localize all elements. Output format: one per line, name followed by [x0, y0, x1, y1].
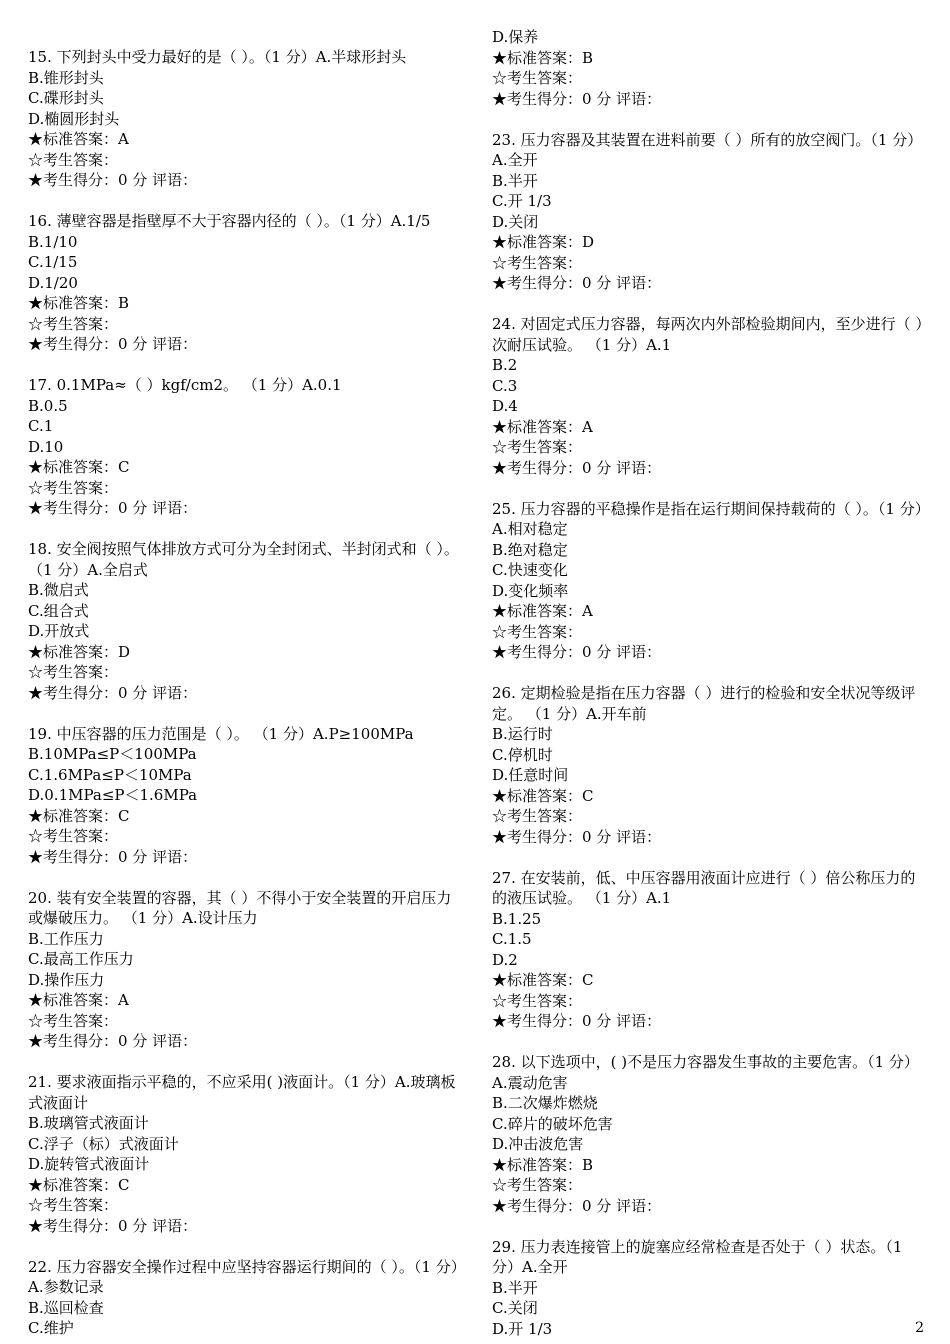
question-spacer	[492, 294, 928, 315]
student-score: ★考生得分：0 分 评语：	[28, 1032, 198, 1050]
question-block	[492, 1237, 928, 1340]
answer-option: C.开 1/3	[492, 192, 552, 210]
question-stem: 17. 0.1MPa≈（ ）kgf/cm2。 （1 分）A.0.1	[28, 376, 342, 394]
answer-option: D.2	[492, 950, 518, 969]
question-spacer	[492, 109, 928, 130]
student-answer: ☆考生答案：	[28, 663, 119, 681]
student-score: ★考生得分：0 分 评语：	[28, 847, 198, 866]
question-block	[492, 314, 928, 478]
answer-option: C.1.5	[492, 930, 532, 948]
answer-option: C.最高工作压力	[28, 950, 134, 968]
question-block	[492, 130, 928, 294]
student-answer: ☆考生答案：	[492, 438, 583, 456]
student-answer: ☆考生答案：	[28, 478, 119, 497]
question-spacer	[492, 1216, 928, 1237]
student-score: ★考生得分：0 分 评语：	[492, 89, 662, 108]
student-answer: ☆考生答案：	[28, 314, 119, 333]
student-score: ★考生得分：0 分 评语：	[28, 683, 198, 702]
answer-option: D.操作压力	[28, 970, 105, 989]
standard-answer: ★标准答案：D	[28, 642, 131, 661]
question-block	[28, 724, 466, 868]
student-answer: ☆考生答案：	[492, 1176, 583, 1194]
answer-option: D.4	[492, 397, 518, 415]
student-score: ★考生得分：0 分 评语：	[28, 335, 198, 353]
answer-option: B.半开	[492, 171, 538, 190]
answer-option: B.工作压力	[28, 929, 104, 948]
question-stem: 16. 薄壁容器是指壁厚不大于容器内径的（ ）。（1 分）A.1/5	[28, 212, 431, 230]
standard-answer: ★标准答案：D	[492, 233, 595, 251]
question-block	[28, 539, 466, 703]
student-score: ★考生得分：0 分 评语：	[492, 1196, 662, 1215]
student-score: ★考生得分：0 分 评语：	[492, 1012, 662, 1030]
student-answer: ☆考生答案：	[28, 1011, 119, 1030]
standard-answer: ★标准答案：B	[28, 294, 130, 312]
question-spacer	[492, 1032, 928, 1053]
question-spacer	[492, 847, 928, 868]
answer-option: C.1/15	[28, 253, 78, 271]
page-number: 2	[915, 1320, 924, 1336]
left-column	[28, 47, 466, 1339]
student-answer: ☆考生答案：	[28, 150, 119, 169]
question-block	[492, 1052, 928, 1216]
standard-answer: ★标准答案：A	[28, 130, 129, 148]
answer-option: B.玻璃管式液面计	[28, 1114, 149, 1132]
question-block	[28, 211, 466, 355]
standard-answer: ★标准答案：B	[492, 48, 594, 67]
student-answer: ☆考生答案：	[492, 991, 583, 1010]
answer-option: C.3	[492, 376, 518, 395]
standard-answer: ★标准答案：C	[28, 1175, 130, 1194]
student-score: ★考生得分：0 分 评语：	[492, 274, 662, 292]
answer-option: D.开放式	[28, 622, 90, 640]
answer-option: B.巡回检查	[28, 1298, 104, 1317]
answer-option: C.停机时	[492, 745, 553, 764]
standard-answer: ★标准答案：A	[492, 417, 593, 436]
question-stem: 20. 装有安全装置的容器，其（ ）不得小于安全装置的开启压力或爆破压力。 （1 分）A.设计压力	[28, 888, 452, 927]
answer-option: B.2	[492, 356, 518, 374]
question-block	[492, 27, 928, 109]
question-stem: 15. 下列封头中受力最好的是（ ）。（1 分）A.半球形封头	[28, 48, 407, 66]
question-spacer	[28, 191, 466, 212]
answer-option: B.锥形封头	[28, 68, 104, 87]
student-answer: ☆考生答案：	[492, 253, 583, 272]
student-answer: ☆考生答案：	[492, 69, 583, 87]
question-stem: 24. 对固定式压力容器，每两次内外部检验期间内，至少进行（ ）次耐压试验。 （1 分）A.1	[492, 315, 923, 354]
answer-option: C.碎片的破坏危害	[492, 1114, 613, 1133]
question-stem: 19. 中压容器的压力范围是（ ）。 （1 分）A.P≥100MPa	[28, 724, 414, 743]
question-stem: 25. 压力容器的平稳操作是指在运行期间保持载荷的（ ）。（1 分）A.相对稳定	[492, 499, 923, 538]
standard-answer: ★标准答案：B	[492, 1155, 594, 1174]
answer-option: C.1.6MPa≤P＜10MPa	[28, 765, 192, 784]
answer-option: D.保养	[492, 28, 539, 46]
answer-option: D.冲击波危害	[492, 1135, 584, 1153]
answer-option: D.0.1MPa≤P＜1.6MPa	[28, 786, 198, 804]
student-score: ★考生得分：0 分 评语：	[28, 171, 198, 189]
student-answer: ☆考生答案：	[492, 807, 583, 825]
question-block	[28, 1072, 466, 1236]
answer-option: D.任意时间	[492, 766, 569, 784]
question-block	[28, 1257, 466, 1339]
right-column	[492, 27, 928, 1339]
student-score: ★考生得分：0 分 评语：	[28, 1216, 198, 1235]
answer-option: B.0.5	[28, 396, 68, 415]
student-score: ★考生得分：0 分 评语：	[492, 643, 662, 661]
answer-option: D.10	[28, 437, 64, 456]
answer-option: B.1.25	[492, 909, 542, 928]
question-spacer	[28, 1052, 466, 1073]
question-stem: 23. 压力容器及其装置在进料前要（ ）所有的放空阀门。（1 分）A.全开	[492, 130, 923, 169]
question-spacer	[28, 355, 466, 376]
answer-option: D.开 1/3	[492, 1319, 553, 1338]
answer-option: B.1/10	[28, 232, 78, 251]
question-block	[28, 375, 466, 519]
question-stem: 18. 安全阀按照气体排放方式可分为全封闭式、半封闭式和（ ）。 （1 分）A.全启式	[28, 540, 459, 579]
student-answer: ☆考生答案：	[28, 1196, 119, 1214]
standard-answer: ★标准答案：C	[492, 786, 594, 805]
answer-option: C.1	[28, 417, 54, 435]
question-spacer	[492, 663, 928, 684]
answer-option: D.变化频率	[492, 581, 569, 600]
answer-option: B.微启式	[28, 581, 89, 599]
student-score: ★考生得分：0 分 评语：	[492, 827, 662, 846]
question-stem: 29. 压力表连接管上的旋塞应经常检查是否处于（ ）状态。（1 分）A.全开	[492, 1237, 903, 1276]
answer-option: B.二次爆炸燃烧	[492, 1094, 598, 1112]
answer-option: D.椭圆形封头	[28, 109, 120, 128]
student-score: ★考生得分：0 分 评语：	[492, 458, 662, 477]
answer-option: C.浮子（标）式液面计	[28, 1134, 179, 1153]
standard-answer: ★标准答案：A	[492, 602, 593, 620]
answer-option: B.半开	[492, 1278, 538, 1297]
answer-option: C.组合式	[28, 601, 89, 620]
question-spacer	[492, 478, 928, 499]
question-stem: 27. 在安装前，低、中压容器用液面计应进行（ ）倍公称压力的的液压试验。 （1 分）A.1	[492, 868, 916, 907]
standard-answer: ★标准答案：C	[492, 971, 594, 989]
student-answer: ☆考生答案：	[28, 827, 119, 845]
answer-option: C.碟形封头	[28, 89, 104, 107]
answer-option: B.绝对稳定	[492, 540, 568, 559]
question-stem: 28. 以下选项中，( )不是压力容器发生事故的主要危害。（1 分）A.震动危害	[492, 1053, 919, 1092]
question-block	[28, 47, 466, 191]
question-block	[492, 683, 928, 847]
question-block	[492, 499, 928, 663]
student-answer: ☆考生答案：	[492, 622, 583, 641]
question-spacer	[28, 519, 466, 540]
standard-answer: ★标准答案：A	[28, 991, 129, 1009]
answer-option: D.1/20	[28, 273, 78, 292]
standard-answer: ★标准答案：C	[28, 458, 130, 476]
question-spacer	[28, 867, 466, 888]
answer-option: B.10MPa≤P＜100MPa	[28, 745, 197, 763]
answer-option: D.旋转管式液面计	[28, 1155, 150, 1173]
answer-option: C.维护	[28, 1319, 74, 1337]
answer-option: D.关闭	[492, 212, 539, 231]
question-block	[492, 868, 928, 1032]
answer-option: B.运行时	[492, 725, 553, 743]
standard-answer: ★标准答案：C	[28, 806, 130, 825]
question-stem: 21. 要求液面指示平稳的，不应采用( )液面计。（1 分）A.玻璃板式液面计	[28, 1073, 456, 1112]
answer-option: C.快速变化	[492, 561, 568, 579]
question-stem: 26. 定期检验是指在压力容器（ ）进行的检验和安全状况等级评定。 （1 分）A.开车前	[492, 684, 916, 723]
question-spacer	[28, 703, 466, 724]
student-score: ★考生得分：0 分 评语：	[28, 499, 198, 517]
question-spacer	[28, 1236, 466, 1257]
question-stem: 22. 压力容器安全操作过程中应坚持容器运行期间的（ ）。（1 分）A.参数记录	[28, 1257, 466, 1296]
answer-option: C.关闭	[492, 1299, 538, 1317]
question-block	[28, 888, 466, 1052]
